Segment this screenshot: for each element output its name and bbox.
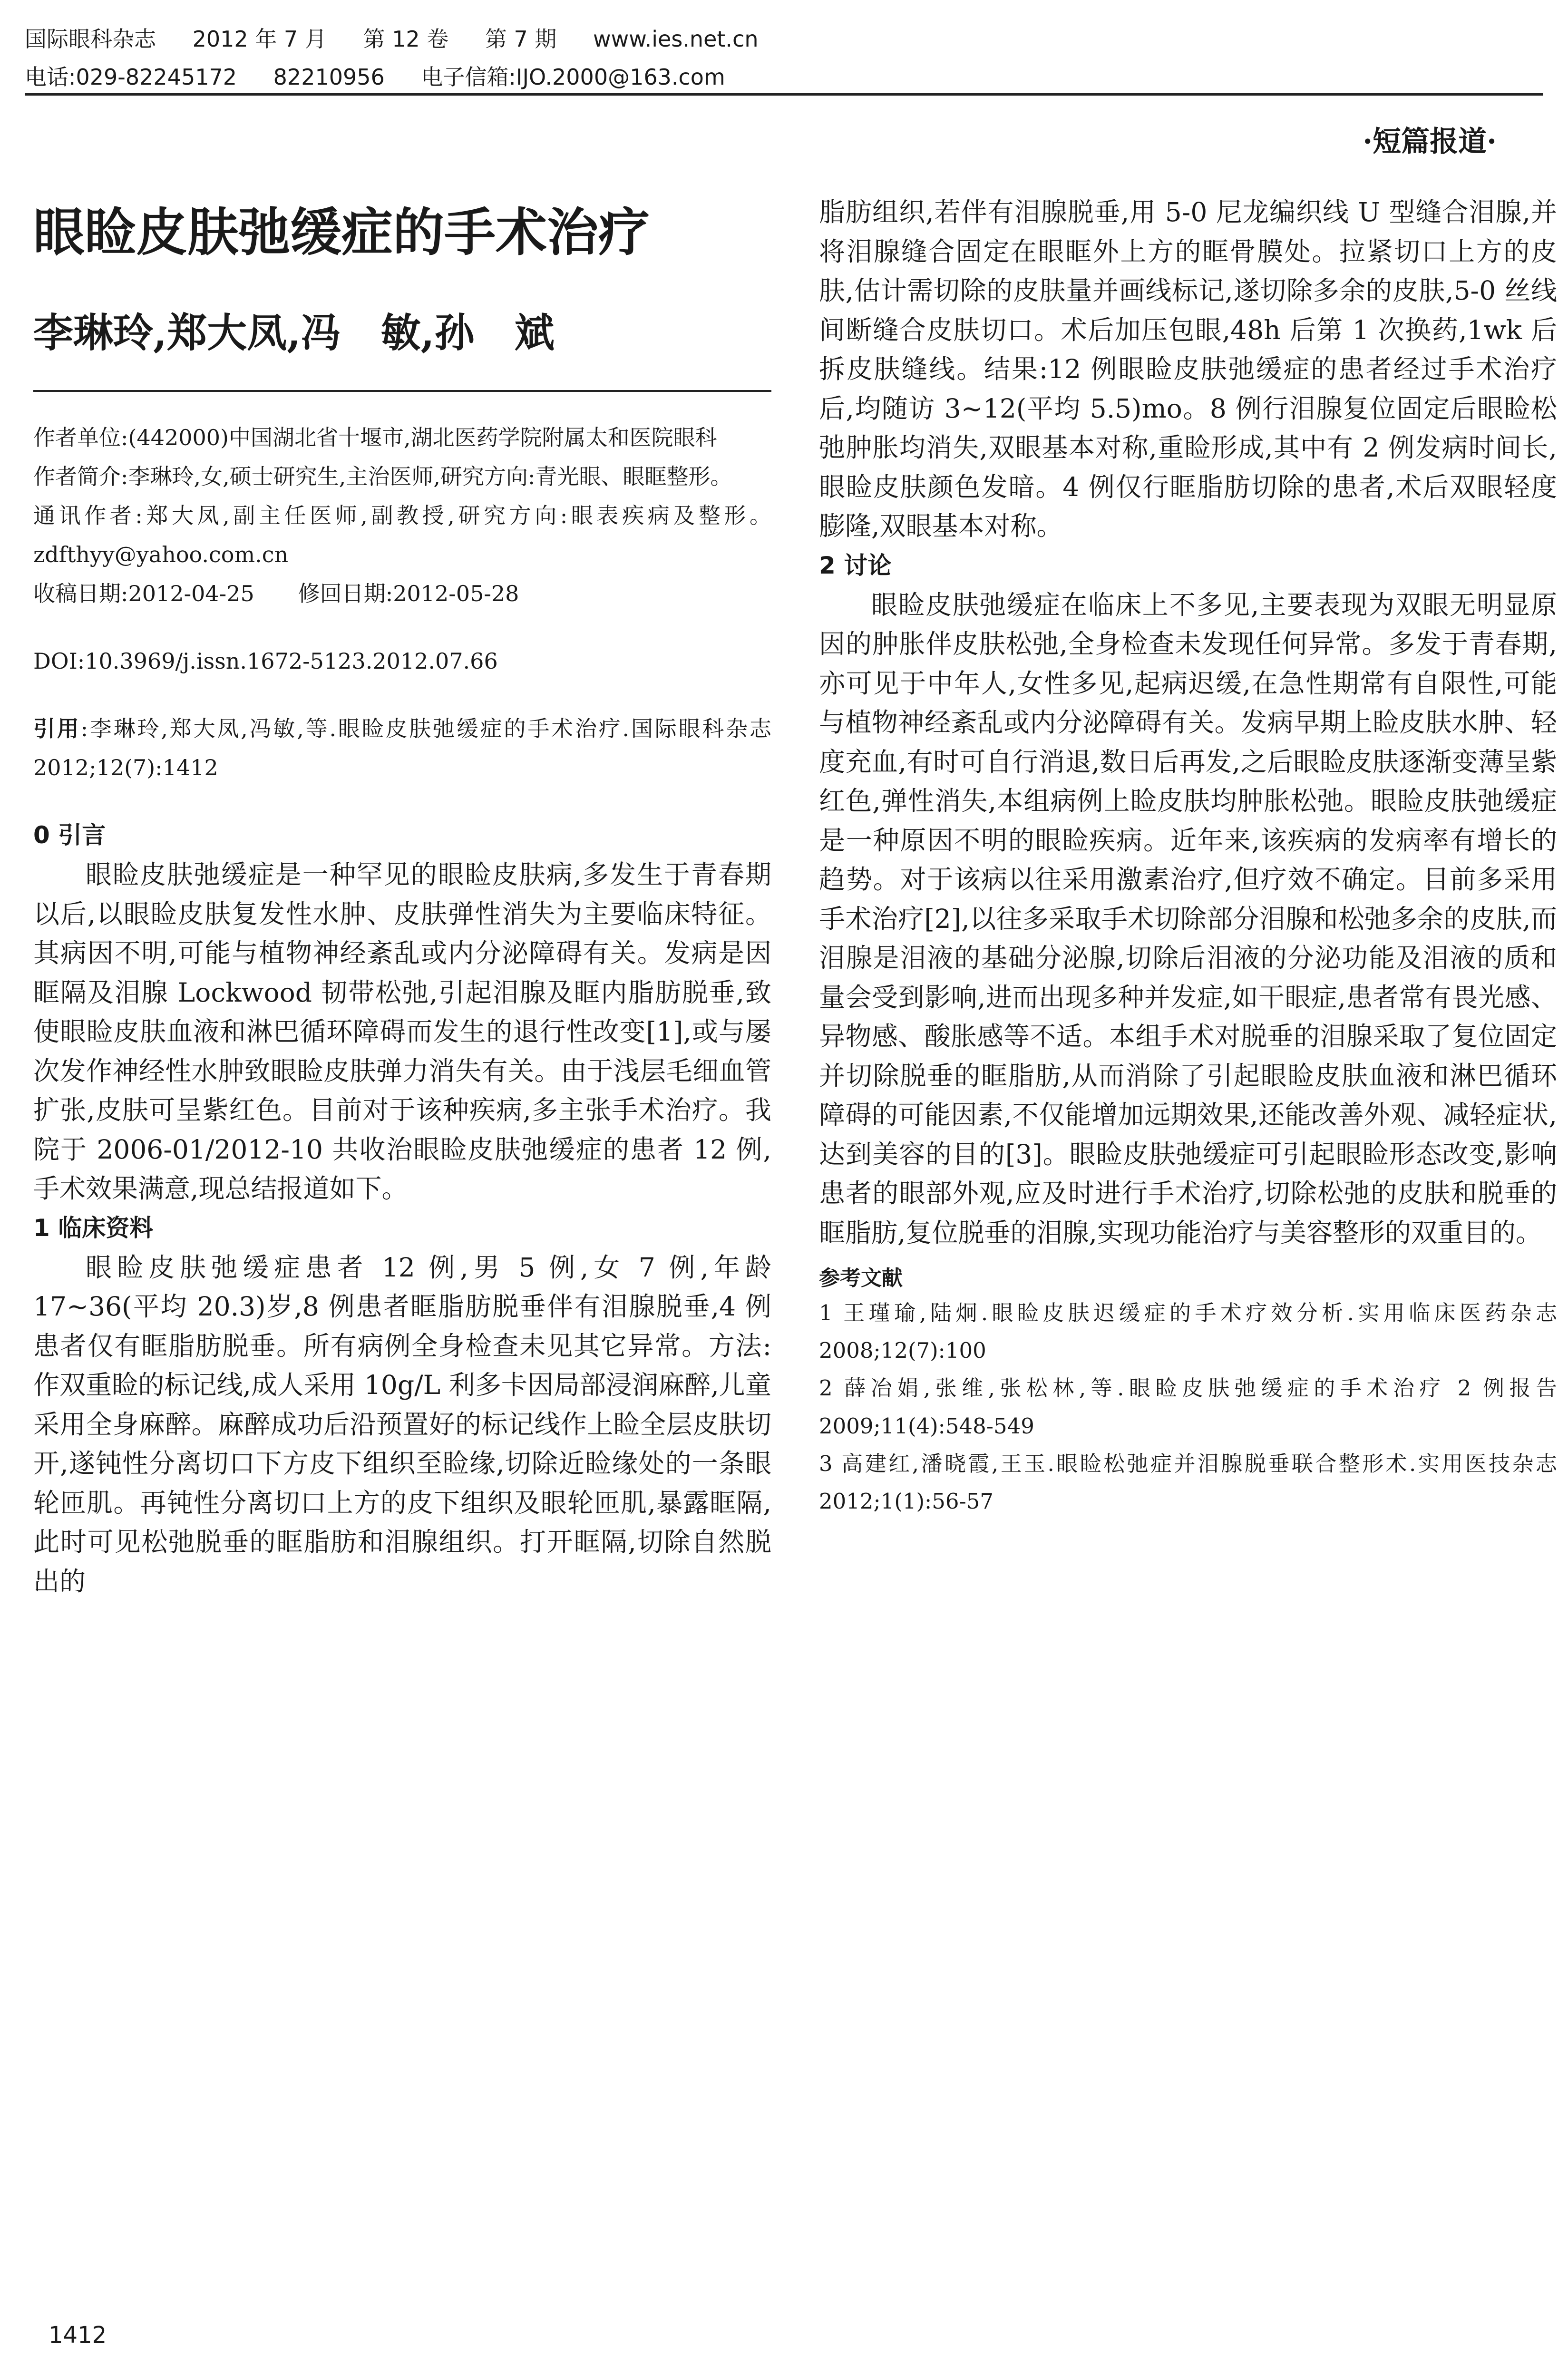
discussion-heading: 2 讨论 (819, 551, 892, 579)
affiliation: 作者单位:(442000)中国湖北省十堰市,湖北医药学院附属太和医院眼科 (33, 425, 717, 451)
article-title: 眼睑皮肤弛缓症的手术治疗 (33, 203, 650, 263)
volume: 第 12 卷 (363, 26, 449, 52)
left-column (33, 193, 771, 1601)
citation (33, 710, 771, 788)
author-list: 李琳玲,郑大凤,冯 敏,孙 斌 (33, 309, 555, 356)
section-label: ·短篇报道· (1363, 125, 1497, 158)
reference-list (819, 1294, 1557, 1520)
right-column (819, 193, 1557, 1520)
intro-heading: 0 引言 (33, 821, 106, 849)
clinical-heading: 1 临床资料 (33, 1214, 154, 1242)
reference-item: 2 薛冶娟,张维,张松林,等.眼睑皮肤弛缓症的手术治疗 2 例报告 2009;11(4):548-549 (819, 1375, 1557, 1439)
clinical-paragraph-continued: 脂肪组织,若伴有泪腺脱垂,用 5-0 尼龙编织线 U 型缝合泪腺,并将泪腺缝合固定在眼眶外上方的眶骨膜处。拉紧切口上方的皮肤,估计需切除的皮肤量并画线标记,遂切除多余的皮肤,5-0 丝线间断缝合皮肤切口。术后加压包眼,48h 后第 1 次换药,1wk 后拆皮肤缝线。结果:12 例眼睑皮肤弛缓症的患者经过手术治疗后,均随访 3~12(平均 5.5)mo。8 例行泪腺复位固定后眼睑松弛肿胀均消失,双眼基本对称,重睑形成,其中有 2 例发病时间长,眼睑皮肤颜色发暗。4 例仅行眶脂肪切除的患者,术后双眼轻度膨隆,双眼基本对称。 (819, 197, 1557, 541)
header-rule (25, 93, 1543, 96)
doi: DOI:10.3969/j.issn.1672-5123.2012.07.66 (33, 648, 498, 674)
clinical-paragraph: 眼睑皮肤弛缓症患者 12 例,男 5 例,女 7 例,年龄 17~36(平均 20.3)岁,8 例患者眶脂肪脱垂伴有泪腺脱垂,4 例患者仅有眶脂肪脱垂。所有病例全身检查未见其它异常。方法:作双重睑的标记线,成人采用 10g/L 利多卡因局部浸润麻醉,儿童采用全身麻醉。麻醉成功后沿预置好的标记线作上睑全层皮肤切开,遂钝性分离切口下方皮下组织至睑缘,切除近睑缘处的一条眼轮匝肌。再钝性分离切口上方的皮下组织及眼轮匝肌,暴露眶隔,此时可见松弛脱垂的眶脂肪和泪腺组织。打开眶隔,切除自然脱出的 (33, 1252, 771, 1597)
article-info (33, 419, 771, 787)
received-dates: 收稿日期:2012-04-25 修回日期:2012-05-28 (33, 580, 519, 606)
journal-email: 电子信箱:IJO.2000@163.com (421, 64, 725, 90)
journal-phone-2: 82210956 (273, 64, 385, 90)
title-rule (33, 390, 771, 392)
running-header-line-2 (25, 60, 755, 91)
issue-date: 2012 年 7 月 (192, 26, 327, 52)
journal-phone: 电话:029-82245172 (25, 64, 237, 90)
citation-text: :李琳玲,郑大凤,冯敏,等.眼睑皮肤弛缓症的手术治疗.国际眼科杂志 2012;12(7):1412 (33, 715, 772, 780)
correspondence: 通讯作者:郑大凤,副主任医师,副教授,研究方向:眼表疾病及整形。zdfthyy@yahoo.com.cn (33, 503, 771, 568)
author-bio: 作者简介:李琳玲,女,硕士研究生,主治医师,研究方向:青光眼、眼眶整形。 (33, 464, 732, 490)
citation-label: 引用 (33, 715, 81, 741)
journal-website: www.ies.net.cn (593, 26, 759, 52)
discussion-paragraph: 眼睑皮肤弛缓症在临床上不多见,主要表现为双眼无明显原因的肿胀伴皮肤松弛,全身检查未发现任何异常。多发于青春期,亦可见于中年人,女性多见,起病迟缓,在急性期常有自限性,可能与植物神经紊乱或内分泌障碍有关。发病早期上睑皮肤水肿、轻度充血,有时可自行消退,数日后再发,之后眼睑皮肤逐渐变薄呈紫红色,弹性消失,本组病例上睑皮肤均肿胀松弛。眼睑皮肤弛缓症是一种原因不明的眼睑疾病。近年来,该疾病的发病率有增长的趋势。对于该病以往采用激素治疗,但疗效不确定。目前多采用手术治疗[2],以往多采取手术切除部分泪腺和松弛多余的皮肤,而泪腺是泪液的基础分泌腺,切除后泪液的分泌功能及泪液的质和量会受到影响,进而出现多种并发症,如干眼症,患者常有畏光感、异物感、酸胀感等不适。本组手术对脱垂的泪腺采取了复位固定并切除脱垂的眶脂肪,从而消除了引起眼睑皮肤血液和淋巴循环障碍的可能因素,不仅能增加远期效果,还能改善外观、减轻症状,达到美容的目的[3]。眼睑皮肤弛缓症可引起眼睑形态改变,影响患者的眼部外观,应及时进行手术治疗,切除松弛的皮肤和脱垂的眶脂肪,复位脱垂的泪腺,实现功能治疗与美容整形的双重目的。 (819, 589, 1558, 1248)
intro-paragraph: 眼睑皮肤弛缓症是一种罕见的眼睑皮肤病,多发生于青春期以后,以眼睑皮肤复发性水肿、皮肤弹性消失为主要临床特征。其病因不明,可能与植物神经紊乱或内分泌障碍有关。发病是因眶隔及泪腺 Lockwood 韧带松弛,引起泪腺及眶内脂肪脱垂,致使眼睑皮肤血液和淋巴循环障碍而发生的退行性改变[1],或与屡次发作神经性水肿致眼睑皮肤弹力消失有关。由于浅层毛细血管扩张,皮肤可呈紫红色。目前对于该种疾病,多主张手术治疗。我院于 2006-01/2012-10 共收治眼睑皮肤弛缓症的患者 12 例,手术效果满意,现总结报道如下。 (33, 859, 772, 1204)
reference-item: 3 高建红,潘晓霞,王玉.眼睑松弛症并泪腺脱垂联合整形术.实用医技杂志 2012;1(1):56-57 (819, 1451, 1557, 1514)
issue-number: 第 7 期 (485, 26, 557, 52)
running-header-line-1 (25, 22, 788, 53)
journal-name: 国际眼科杂志 (25, 26, 156, 52)
page-number: 1412 (49, 2322, 107, 2348)
references-heading: 参考文献 (819, 1266, 903, 1290)
reference-item: 1 王瑾瑜,陆炯.眼睑皮肤迟缓症的手术疗效分析.实用临床医药杂志 2008;12(7):100 (819, 1300, 1557, 1364)
